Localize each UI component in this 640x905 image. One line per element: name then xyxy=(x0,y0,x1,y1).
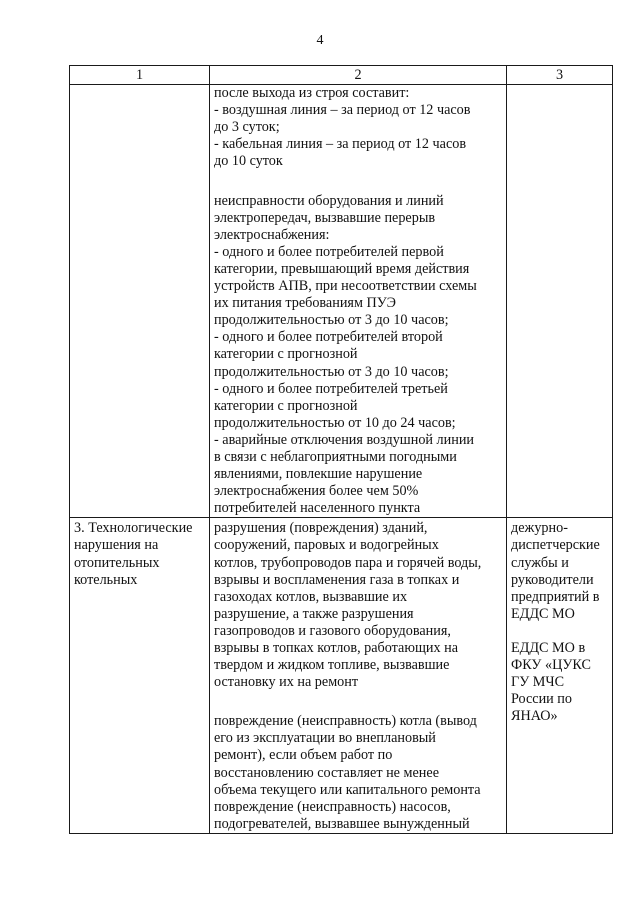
page-number: 4 xyxy=(316,33,324,48)
category-line: отопительных xyxy=(74,554,160,571)
responsible-line: дежурно- xyxy=(511,520,568,537)
row-b-col-3-block-1 xyxy=(511,520,608,623)
responsible-line: руководители xyxy=(511,571,594,588)
responsible-line: ЕДДС МО xyxy=(511,605,575,622)
paragraph-gap xyxy=(214,691,502,713)
category-line: котельных xyxy=(74,571,138,588)
text-line: электропередач, вызвавшие перерыв xyxy=(214,209,436,226)
text-line: неисправности оборудования и линий xyxy=(214,192,444,209)
text-line: после выхода из строя составит: xyxy=(214,85,410,102)
responsible-line: ФКУ «ЦУКС xyxy=(511,657,591,673)
header-col-3: 3 xyxy=(507,66,613,85)
row-b-col-1 xyxy=(70,518,210,834)
text-line: - одного и более потребителей первой xyxy=(214,243,444,260)
text-line: до 10 суток xyxy=(214,153,283,170)
responsible-line: предприятий в xyxy=(511,588,600,605)
text-line: объема текущего или капитального ремонта xyxy=(214,781,481,798)
responsible-line: ЕДДС МО в xyxy=(511,639,586,656)
text-line: ремонт), если объем работ по xyxy=(214,747,393,764)
text-line: его из эксплуатации во внеплановый xyxy=(214,730,436,747)
row-a-col-1 xyxy=(70,85,210,518)
text-line: остановку их на ремонт xyxy=(214,674,359,691)
text-line: их питания требованиям ПУЭ xyxy=(214,295,396,312)
text-line: восстановлению составляет не менее xyxy=(214,764,439,781)
row-a-col-2-block-2 xyxy=(214,193,502,518)
text-line: - одного и более потребителей третьей xyxy=(214,380,448,397)
paragraph-gap xyxy=(214,171,502,193)
row-a-col-3 xyxy=(507,85,613,518)
text-line: повреждение (неисправность) насосов, xyxy=(214,798,451,815)
row-b-col-2 xyxy=(210,518,507,834)
row-b-col-3-block-2 xyxy=(511,640,608,725)
text-line: устройств АПВ, при несоответствии схемы xyxy=(214,278,477,295)
text-line: потребителей населенного пункта xyxy=(214,500,421,517)
row-b-col-3 xyxy=(507,518,613,834)
responsible-line: ГУ МЧС xyxy=(511,674,565,691)
category-line: нарушения на xyxy=(74,537,159,554)
text-line: продолжительностью от 3 до 10 часов; xyxy=(214,363,449,380)
text-line: разрушения (повреждения) зданий, xyxy=(214,520,428,537)
text-line: сооружений, паровых и водогрейных xyxy=(214,537,439,554)
table-header-row xyxy=(70,66,613,85)
responsible-line: ЯНАО» xyxy=(511,708,558,725)
text-line: повреждение (неисправность) котла (вывод xyxy=(214,713,477,730)
responsible-line: России по xyxy=(511,691,572,708)
text-line: продолжительностью от 3 до 10 часов; xyxy=(214,312,449,329)
row-b-col-2-block-2 xyxy=(214,713,502,833)
text-line: в связи с неблагоприятными погодными xyxy=(214,448,457,465)
text-line: газопроводов и газового оборудования, xyxy=(214,622,451,639)
category-line: 3. Технологические xyxy=(74,520,193,537)
text-line: категории с прогнозной xyxy=(214,346,358,363)
responsible-line: диспетчерские xyxy=(511,537,600,554)
paragraph-gap xyxy=(511,623,608,640)
text-line: до 3 суток; xyxy=(214,119,280,136)
text-line: котлов, трубопроводов пара и горячей воды, xyxy=(214,554,482,571)
row-a-col-2 xyxy=(210,85,507,518)
text-line: подогревателей, вызвавшее вынужденный xyxy=(214,815,470,832)
text-line: явлениями, повлекшие нарушение xyxy=(214,466,423,483)
text-line: твердом и жидком топливе, вызвавшие xyxy=(214,657,450,674)
header-col-2: 2 xyxy=(210,66,507,85)
text-line: категории, превышающий время действия xyxy=(214,260,470,277)
table-row xyxy=(70,85,613,518)
text-line: - воздушная линия – за период от 12 часов xyxy=(214,102,471,119)
text-line: электроснабжения более чем 50% xyxy=(214,483,419,500)
text-line: взрывы и воспламенения газа в топках и xyxy=(214,571,460,588)
text-line: продолжительностью от 10 до 24 часов; xyxy=(214,414,456,431)
table-row xyxy=(70,518,613,834)
text-line: - одного и более потребителей второй xyxy=(214,329,443,346)
document-table xyxy=(69,65,613,834)
text-line: электроснабжения: xyxy=(214,226,330,243)
responsible-line: службы и xyxy=(511,554,569,571)
header-col-1: 1 xyxy=(70,66,210,85)
text-line: - кабельная линия – за период от 12 часов xyxy=(214,136,467,153)
row-b-col-2-block-1 xyxy=(214,520,502,691)
text-line: разрушение, а также разрушения xyxy=(214,605,414,622)
row-a-col-2-block-1 xyxy=(214,85,502,170)
text-line: взрывы в топках котлов, работающих на xyxy=(214,640,458,656)
text-line: - аварийные отключения воздушной линии xyxy=(214,431,475,448)
text-line: категории с прогнозной xyxy=(214,397,358,414)
text-line: газоходах котлов, вызвавшие их xyxy=(214,588,408,605)
